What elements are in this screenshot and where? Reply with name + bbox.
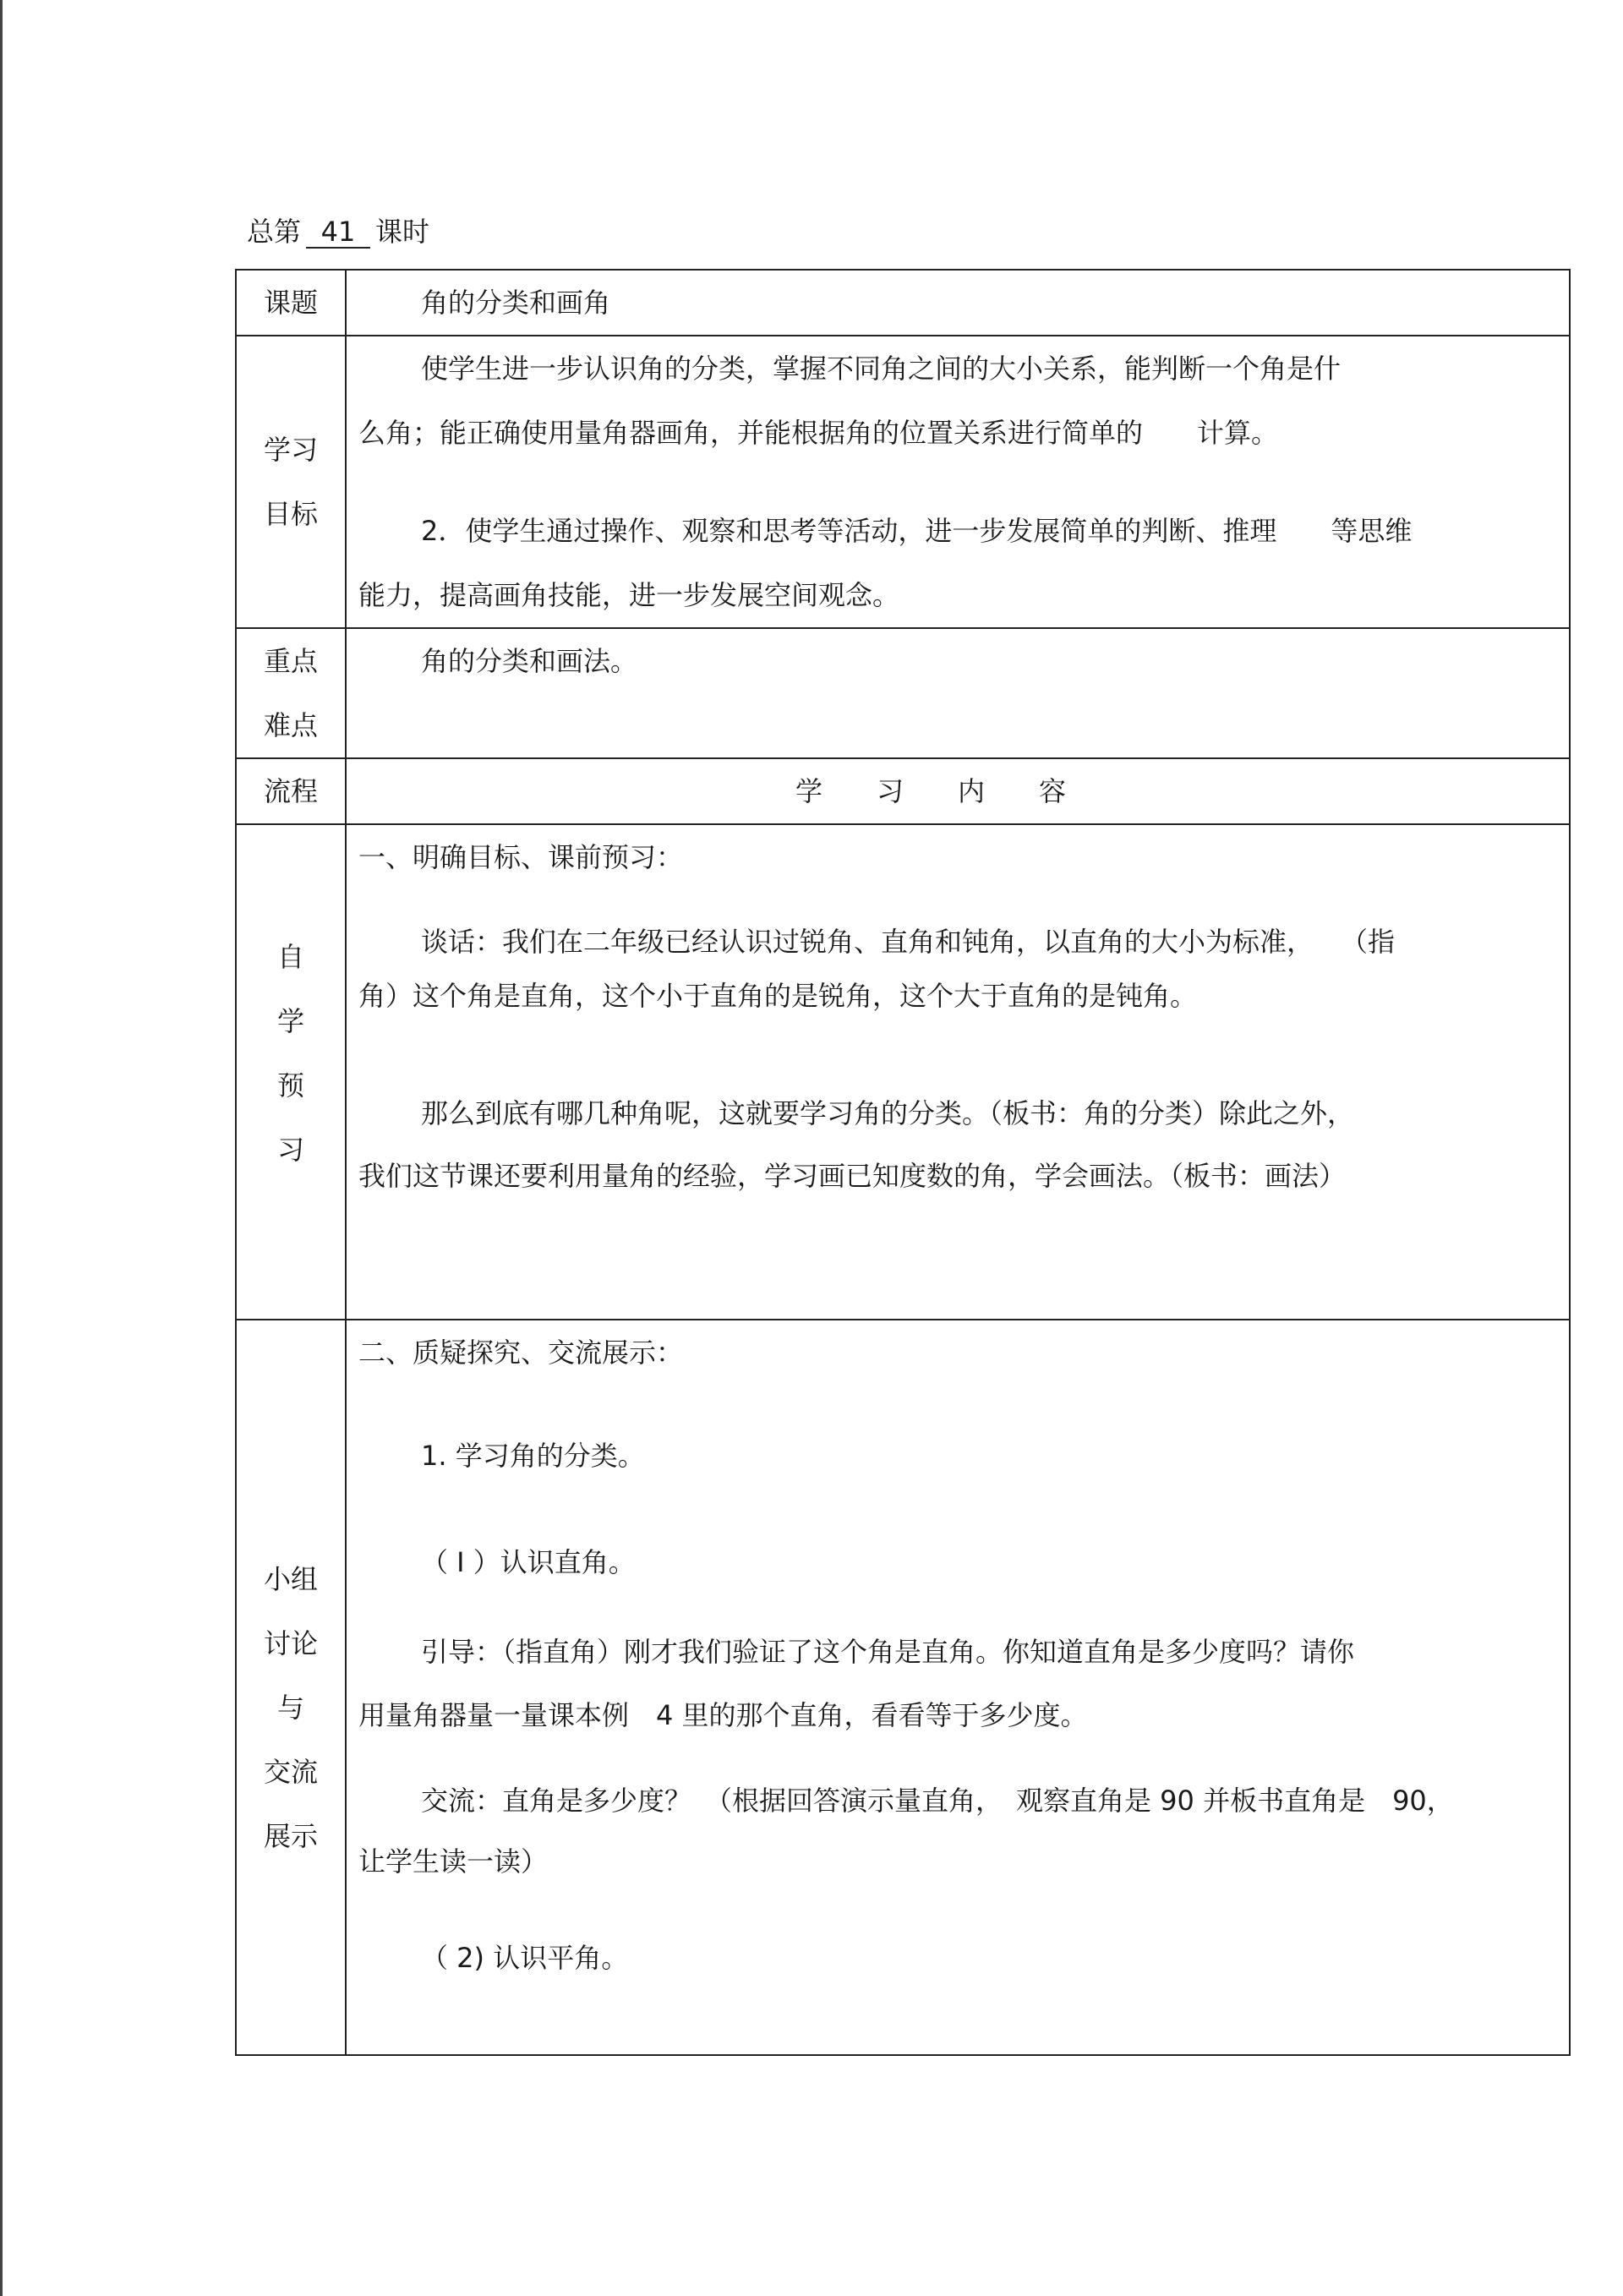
lesson-plan-table [235, 269, 1571, 2056]
label-self-2: 学 [276, 1005, 304, 1037]
label-group-discussion [236, 1320, 346, 2055]
goal-2-line2: 能力，提高画角技能，进一步发展空间观念。 [358, 579, 900, 611]
goals-cell [346, 336, 1570, 628]
row-group-discussion [236, 1320, 1570, 2055]
label-goals-line1: 学习 [263, 434, 318, 466]
self-study-cell [346, 824, 1570, 1320]
key-points-cell [346, 628, 1570, 758]
label-key-line1: 重点 [263, 645, 318, 677]
label-group-1: 小组 [263, 1563, 318, 1595]
classify-line1: 那么到底有哪几种角呢，这就要学习角的分类。（板书：角的分类）除此之外， [421, 1097, 1355, 1129]
key-points-text: 角的分类和画法。 [421, 645, 638, 677]
talk-line2: 角）这个角是直角，这个小于直角的是锐角，这个大于直角的是钝角。 [358, 980, 1198, 1012]
label-group-5: 展示 [263, 1820, 318, 1852]
label-group-3: 与 [276, 1692, 304, 1724]
label-flow: 流程 [236, 758, 346, 824]
row-self-study [236, 824, 1570, 1320]
label-group-2: 讨论 [263, 1627, 318, 1659]
exchange-line2: 让学生读一读） [358, 1845, 549, 1878]
goal-1-line2: 么角；能正确使用量角器画角，并能根据角的位置关系进行简单的 计算。 [358, 417, 1279, 449]
self-study-title: 一、明确目标、课前预习： [358, 841, 684, 873]
step-straight-angle: （ 2) 认识平角。 [421, 1942, 629, 1974]
header-prefix: 总第 [247, 216, 302, 248]
step-1-classify: 1. 学习角的分类。 [421, 1440, 645, 1472]
label-goals-line2: 目标 [263, 498, 318, 530]
goal-1-line1: 使学生进一步认识角的分类，掌握不同角之间的大小关系，能判断一个角是什 [421, 353, 1342, 385]
label-key-line2: 难点 [263, 709, 318, 741]
page-edge [0, 0, 3, 2296]
guide-line2: 用量角器量一量课本例 4 里的那个直角，看看等于多少度。 [358, 1699, 1088, 1731]
row-goals [236, 336, 1570, 628]
row-key-points [236, 628, 1570, 758]
exchange-line1: 交流：直角是多少度？ （根据回答演示量直角， 观察直角是 90 并板书直角是 90， [421, 1785, 1454, 1817]
header-suffix: 课时 [375, 216, 430, 248]
lesson-number-header [247, 213, 429, 250]
group-title: 二、质疑探究、交流展示： [358, 1337, 684, 1369]
row-topic [236, 270, 1570, 336]
talk-line1: 谈话：我们在二年级已经认识过锐角、直角和钝角，以直角的大小为标准， （指 [421, 926, 1396, 958]
label-key-points [236, 628, 346, 758]
flow-header-cell [346, 758, 1570, 824]
guide-line1: 引导：（指直角）刚才我们验证了这个角是直角。你知道直角是多少度吗？请你 [421, 1636, 1355, 1668]
label-self-1: 自 [276, 941, 304, 973]
classify-line2: 我们这节课还要利用量角的经验，学习画已知度数的角，学会画法。（板书：画法） [358, 1160, 1347, 1192]
label-self-3: 预 [276, 1069, 304, 1102]
group-discussion-cell [346, 1320, 1570, 2055]
lesson-number: 41 [306, 216, 370, 249]
label-topic: 课题 [236, 270, 346, 336]
label-self-4: 习 [276, 1134, 304, 1166]
label-self-study [236, 824, 346, 1320]
topic-text: 角的分类和画角 [421, 287, 611, 319]
label-group-4: 交流 [263, 1756, 318, 1788]
learning-content-heading: 学习内容 [795, 775, 1120, 807]
row-flow [236, 758, 1570, 824]
step-right-angle: （ I ）认识直角。 [421, 1546, 636, 1578]
goal-2-line1: 2．使学生通过操作、观察和思考等活动，进一步发展简单的判断、推理 等思维 [421, 515, 1413, 547]
topic-cell [346, 270, 1570, 336]
label-goals [236, 336, 346, 628]
